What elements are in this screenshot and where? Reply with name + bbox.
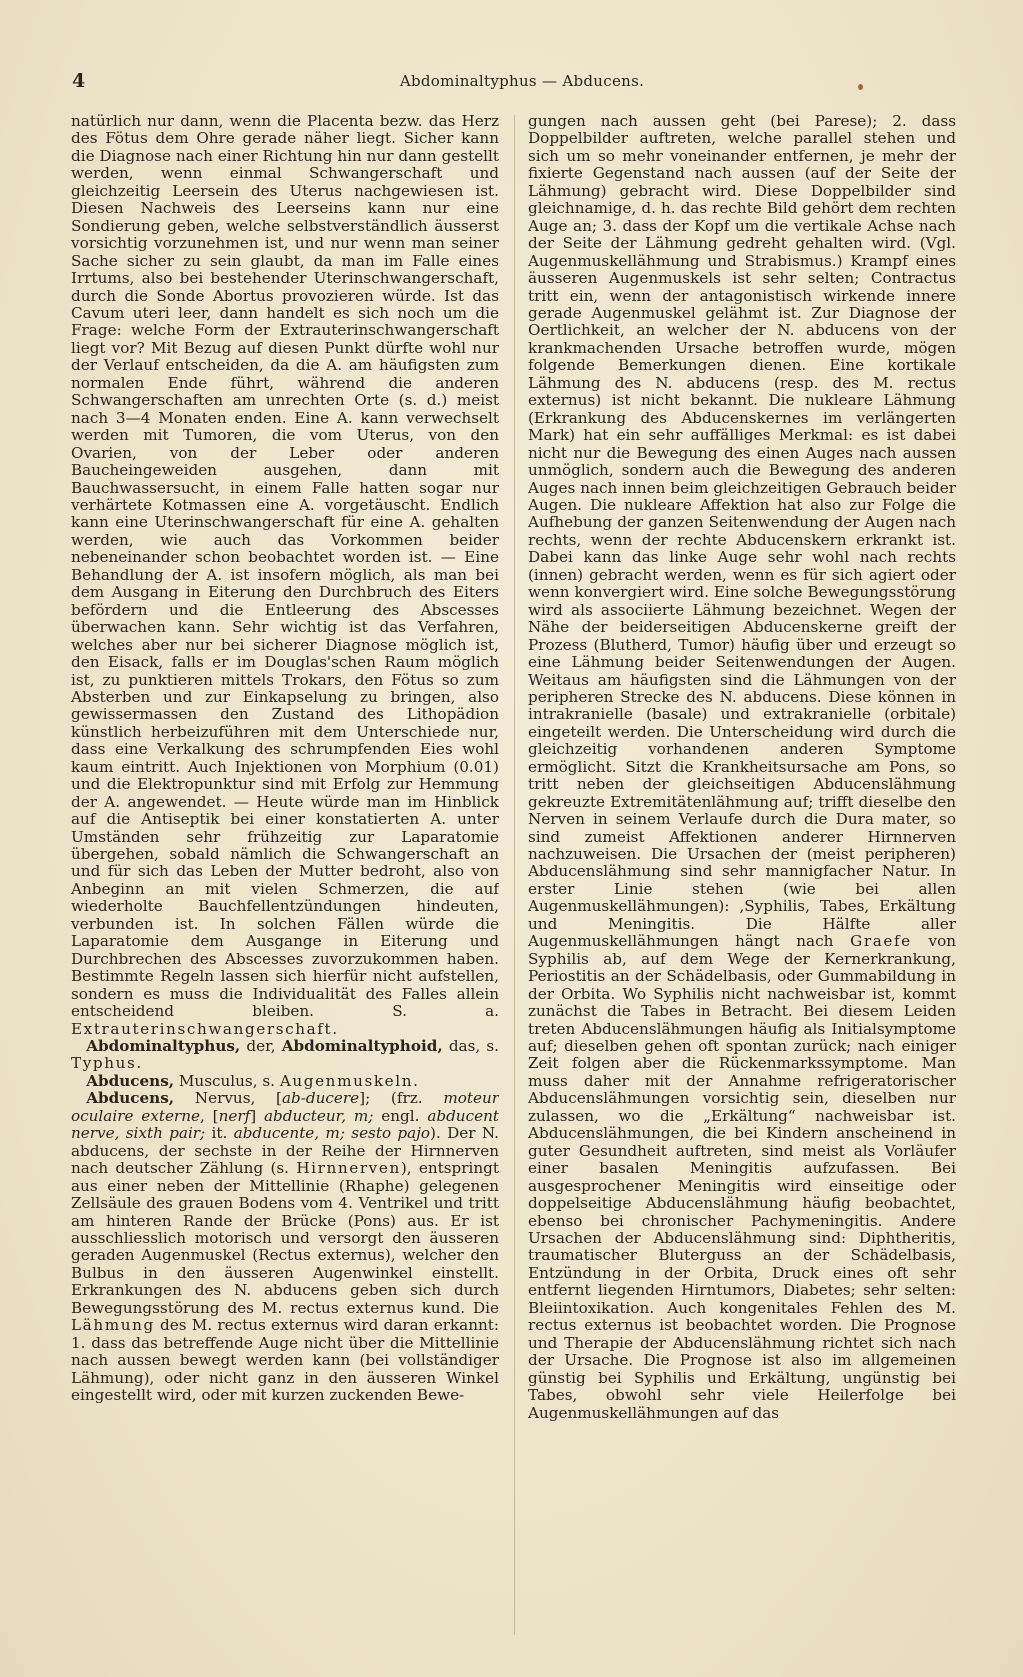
left-column (71, 113, 499, 1643)
page-number: 4 (72, 70, 86, 92)
headword: Abdominaltyphus, (86, 1037, 241, 1056)
page-header (72, 70, 972, 94)
headword: Abducens, (86, 1089, 175, 1108)
spaced-term: Lähmung (71, 1316, 155, 1335)
author-name: Graefe (850, 932, 912, 951)
headword: Abducens, (86, 1071, 175, 1090)
entry-abducens-musculus: Abducens, Musculus, s. Augenmuskeln. (86, 1071, 420, 1090)
entry-abdominaltyphus: Abdominaltyphus, der, Abdominaltyphoid, das, s. Typhus. (71, 1037, 499, 1073)
column-divider (514, 115, 515, 1635)
cross-reference: Augenmuskeln. (279, 1071, 420, 1090)
ink-mark (858, 84, 863, 90)
cross-reference: Typhus. (71, 1054, 143, 1073)
cross-reference: Extrauterinschwangerschaft. (71, 1019, 339, 1038)
entry-continuation: natürlich nur dann, wenn die Placenta bezw. das Herz des Fötus dem Ohre gerade näher liegt. Sicher kann die Diagnose nach einer Richtung hin nur dann gestellt werden, wenn einmal Schwangerschaft und gleichzeitig Leersein des Uterus nachgewiesen ist. Diesen Nachweis des Leerseins kann nur eine Sondierung geben, welche selbstverständlich äusserst vorsichtig vorzunehmen ist, und nur wenn man seiner Sache sicher zu sein glaubt, da man im Falle eines Irrtums, also bei bestehender Uterinschwangerschaft, durch die Sonde Abortus provozieren würde. Ist das Cavum uteri leer, dann handelt es sich noch um die Frage: welche Form der Extrauterinschwangerschaft liegt vor? Mit Bezug auf diesen Punkt dürfte wohl nur der Verlauf entscheiden, da die A. am häufigsten zum normalen Ende führt, während die anderen Schwangerschaften am unrechten Orte (s. d.) meist nach 3—4 Monaten enden. Eine A. kann verwechselt werden mit Tumoren, die vom Uterus, von den Ovarien, von der Leber oder anderen Baucheingeweiden ausgehen, dann mit Bauchwassersucht, in einem Falle hatten sogar nur verhärtete Kotmassen eine A. vorgetäuscht. Endlich kann eine Uterinschwangerschaft für eine A. gehalten werden, wie auch das Vorkommen beider nebeneinander schon beobachtet worden ist. — Eine Behandlung der A. ist insofern möglich, als man bei dem Ausgang in Eiterung den Durchbruch des Eiters befördern und die Entleerung des Abscesses überwachen kann. Sehr wichtig ist das Verfahren, welches aber nur bei sicherer Diagnose möglich ist, den Eisack, falls er im Douglas'schen Raum möglich ist, zu punktieren mittels Trokars, den Fötus so zum Absterben und zur Einkapselung zu bringen, also gewissermassen den Zustand des Lithopädion künstlich herbeizuführen mit dem Unterschiede nur, dass eine Verkalkung des schrumpfenden Eies wohl kaum eintritt. Auch Injektionen von Morphium (0.01) und die Elektropunktur sind mit Erfolg zur Hemmung der A. angewendet. — Heute würde man im Hinblick auf die Antiseptik bei einer konstatierten A. unter Umständen sehr frühzeitig zur Laparatomie übergehen, sobald nämlich die Schwangerschaft an und für sich das Leben der Mutter bedroht, also von Anbeginn an mit vielen Schmerzen, die auf wiederholte Bauchfellentzündungen hindeuten, verbunden ist. In solchen Fällen würde die Laparatomie dem Ausgange in Eiterung und Durchbrechen des Abscesses zuvorzukommen haben. Bestimmte Regeln lassen sich hierfür nicht aufstellen, sondern es muss die Individualität des Falles allein entscheidend bleiben. S. a. Extrauterinschwangerschaft. (71, 113, 499, 1038)
entry-abducens-nervus: Abducens, Nervus, [ab-ducere]; (frz. moteur oculaire externe, [nerf] abducteur, m; engl. abducent nerve, sixth pair; it. abducente, m; sesto pajo). Der N. abducens, der sechste in der Reihe der Hirnnerven nach deutscher Zählung (s. Hirnnerven), entspringt aus einer neben der Mittellinie (Rhaphe) gelegenen Zellsäule des grauen Bodens vom 4. Ventrikel und tritt am hinteren Rande der Brücke (Pons) aus. Er ist ausschliesslich motorisch und versorgt den äusseren geraden Augenmuskel (Rectus externus), welcher den Bulbus in den äusseren Augenwinkel einstellt. Erkrankungen des N. abducens geben sich durch Bewegungsstörung des M. rectus externus kund. Die Lähmung des M. rectus externus wird daran erkannt: 1. dass das betreffende Auge nicht über die Mittellinie nach aussen bewegt werden kann (bei vollständiger Lähmung), oder nicht ganz in den äusseren Winkel eingestellt wird, oder mit kurzen zuckenden Bewe- (71, 1089, 499, 1405)
running-head: Abdominaltyphus — Abducens. (399, 72, 645, 90)
right-column (528, 113, 956, 1643)
headword: Abdominaltyphoid, (281, 1037, 443, 1056)
entry-continuation-right: gungen nach aussen geht (bei Parese); 2. dass Doppelbilder auftreten, welche parallel stehen und sich um so mehr voneinander entfernen, je mehr der fixierte Gegenstand nach aussen (auf der Seite der Lähmung) gebracht wird. Diese Doppelbilder sind gleichnamige, d. h. das rechte Bild gehört dem rechten Auge an; 3. dass der Kopf um die vertikale Achse nach der Seite der Lähmung gedreht gehalten wird. (Vgl. Augenmuskellähmung und Strabismus.) Krampf eines äusseren Augenmuskels ist sehr selten; Contractus tritt ein, wenn der antagonistisch wirkende innere gerade Augenmuskel gelähmt ist. Zur Diagnose der Oertlichkeit, an welcher der N. abducens von der krankmachenden Ursache betroffen wurde, mögen folgende Bemerkungen dienen. Eine kortikale Lähmung des N. abducens (resp. des M. rectus externus) ist nicht bekannt. Die nukleare Lähmung (Erkrankung des Abducenskernes im verlängerten Mark) hat ein sehr auffälliges Merkmal: es ist dabei nicht nur die Bewegung des einen Auges nach aussen unmöglich, sondern auch die Bewegung des anderen Auges nach innen beim gleichzeitigen Gebrauch beider Augen. Die nukleare Affektion hat also zur Folge die Aufhebung der ganzen Seitenwendung der Augen nach rechts, wenn der rechte Abducenskern erkrankt ist. Dabei kann das linke Auge sehr wohl nach rechts (innen) gebracht werden, wenn es für sich agiert oder wenn konvergiert wird. Eine solche Bewegungsstörung wird als associierte Lähmung bezeichnet. Wegen der Nähe der beiderseitigen Abducenskerne greift der Prozess (Blutherd, Tumor) häufig über und erzeugt so eine Lähmung beider Seitenwendungen der Augen. Weitaus am häufigsten sind die Lähmungen von der peripheren Strecke des N. abducens. Diese können in intrakranielle (basale) und extrakranielle (orbitale) eingeteilt werden. Die Unterscheidung wird durch die gleichzeitig vorhandenen anderen Symptome ermöglicht. Sitzt die Krankheitsursache am Pons, so tritt neben der gleichseitigen Abducenslähmung gekreuzte Extremitätenlähmung auf; trifft dieselbe den Nerven in seinem Verlaufe durch die Dura mater, so sind zumeist Affektionen anderer Hirnnerven nachzuweisen. Die Ursachen der (meist peripheren) Abducenslähmung sind sehr mannigfacher Natur. In erster Linie stehen (wie bei allen Augenmuskellähmungen): ‚Syphilis, Tabes, Erkältung und Meningitis. Die Hälfte aller Augenmuskellähmungen hängt nach Graefe von Syphilis ab, auf dem Wege der Kernerkrankung, Periostitis an der Schädelbasis, oder Gummabildung in der Orbita. Wo Syphilis nicht nachweisbar ist, kommt zunächst die Tabes in Betracht. Bei diesem Leiden treten Abducenslähmungen häufig als Initialsymptome auf; dieselben gehen oft spontan zurück; nach einiger Zeit folgen aber die Rückenmarkssymptome. Man muss daher mit der Annahme refrigeratorischer Abducenslähmungen vorsichtig sein, dieselben nur zulassen, wo die „Erkältung“ nachweisbar ist. Abducenslähmungen, die bei Kindern anscheinend in guter Gesundheit auftreten, sind meist als Vorläufer einer basalen Meningitis aufzufassen. Bei ausgesprochener Meningitis wird einseitige oder doppelseitige Abducenslähmung häufig beobachtet, ebenso bei chronischer Pachymeningitis. Andere Ursachen der Abducenslähmung sind: Diphtheritis, traumatischer Bluterguss an der Schädelbasis, Entzündung in der Orbita, Druck eines oft sehr entfernt liegenden Hirntumors, Diabetes; sehr selten: Bleiintoxikation. Auch kongenitales Fehlen des M. rectus externus ist beobachtet worden. Die Prognose und Therapie der Abducenslähmung richtet sich nach der Ursache. Die Prognose ist also im allgemeinen günstig bei Syphilis und Erkältung, ungünstig bei Tabes, obwohl sehr viele Heilerfolge bei Augenmuskellähmungen auf das (528, 113, 956, 1422)
cross-reference: Hirnnerven (296, 1159, 401, 1178)
